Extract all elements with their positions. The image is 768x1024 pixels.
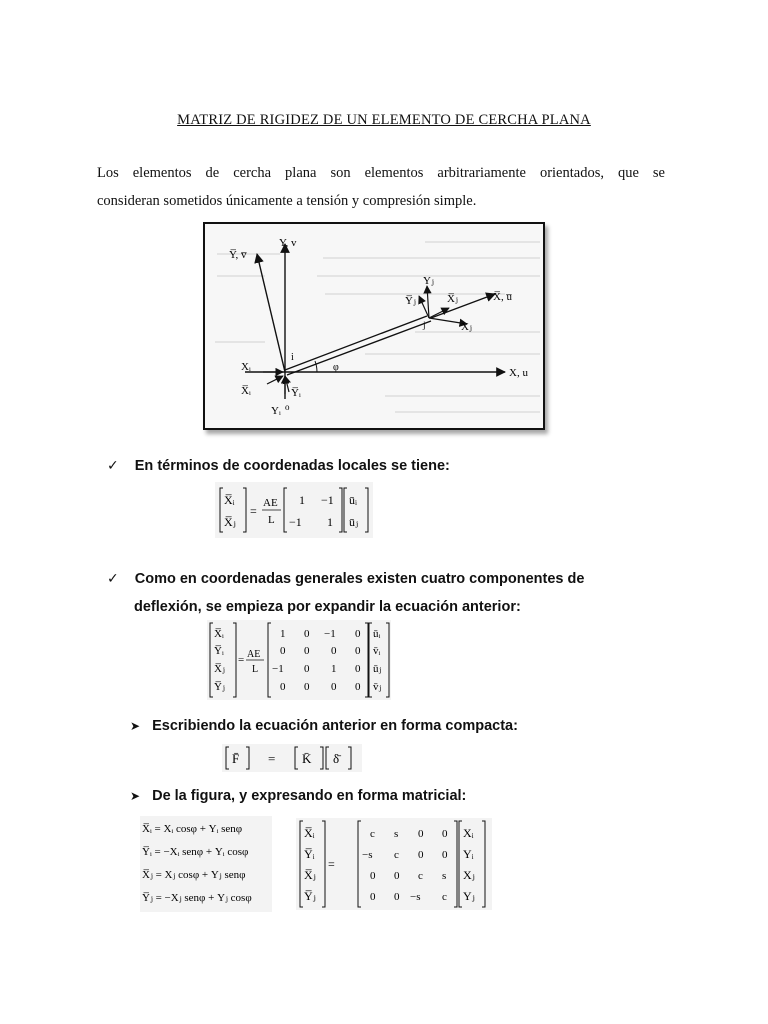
eq1-coef-den: L bbox=[268, 514, 275, 526]
eq4-m-33: c bbox=[442, 891, 447, 903]
equation-expanded-svg bbox=[207, 620, 391, 700]
eq2-m-01: 0 bbox=[304, 628, 310, 640]
eq4-m-30: 0 bbox=[370, 891, 376, 903]
label-yi-bar: Y̅ᵢ bbox=[291, 387, 301, 399]
eq2-rhs-3: v̄ⱼ bbox=[373, 681, 382, 693]
label-xi-bar: X̅ᵢ bbox=[241, 385, 251, 397]
eq4-rhs-2: Xⱼ bbox=[463, 868, 475, 882]
eq4-m-10: −s bbox=[362, 849, 373, 861]
bullet-1 bbox=[107, 458, 450, 474]
eq4-line-1: Y̅ᵢ = −Xᵢ senφ + Yᵢ cosφ bbox=[142, 846, 249, 858]
eq2-rhs-0: ūᵢ bbox=[373, 628, 381, 640]
label-phi: φ bbox=[333, 362, 339, 373]
eq4-equals: = bbox=[328, 857, 335, 871]
eq2-rhs-1: v̄ᵢ bbox=[373, 645, 381, 657]
eq4-m-31: 0 bbox=[394, 891, 400, 903]
eq4-lhs-2: X̅ⱼ bbox=[304, 868, 316, 882]
eq2-m-20: −1 bbox=[272, 663, 284, 675]
eq4-line-2: X̅ⱼ = Xⱼ cosφ + Yⱼ senφ bbox=[142, 869, 246, 881]
intro-line-1: Los elementos de cercha plana son elementos arbitrariamente orientados, que se bbox=[97, 165, 665, 181]
eq3-k: K̄ bbox=[302, 751, 312, 766]
eq3-equals: = bbox=[268, 751, 276, 766]
equation-compact bbox=[222, 744, 362, 772]
arrow-bullet-icon: ➤ bbox=[130, 789, 141, 803]
eq4-m-22: c bbox=[418, 870, 423, 882]
label-node-j: j bbox=[423, 320, 426, 330]
eq2-m-10: 0 bbox=[280, 645, 286, 657]
eq4-lhs-3: Y̅ⱼ bbox=[304, 889, 316, 903]
intro-line-2: consideran sometidos únicamente a tensión y compresión simple. bbox=[97, 193, 477, 209]
eq4-m-02: 0 bbox=[418, 828, 424, 840]
eq4-m-23: s bbox=[442, 870, 447, 882]
arrow-bullet-icon: ➤ bbox=[130, 719, 141, 733]
local-y-axis bbox=[257, 254, 285, 372]
equation-local-svg bbox=[215, 482, 373, 538]
truss-element-figure bbox=[203, 222, 545, 430]
eq2-lhs-0: X̅ᵢ bbox=[214, 628, 224, 640]
label-node-i: i bbox=[291, 352, 294, 363]
eq1-m-01: −1 bbox=[321, 493, 334, 507]
equation-transform-lines bbox=[140, 816, 272, 912]
label-yj-bar: Y̅ⱼ bbox=[405, 295, 416, 307]
document-title: MATRIZ DE RIGIDEZ DE UN ELEMENTO DE CERCHA PLANA bbox=[177, 112, 591, 128]
eq2-lhs-1: Y̅ᵢ bbox=[214, 645, 224, 657]
eq4-m-20: 0 bbox=[370, 870, 376, 882]
label-node-o: o bbox=[285, 402, 290, 412]
equation-transform-matrix bbox=[296, 818, 492, 910]
eq3-f: F̄ bbox=[232, 751, 240, 766]
bullet-1-text: En términos de coordenadas locales se tiene: bbox=[134, 458, 450, 474]
eq2-m-32: 0 bbox=[331, 681, 337, 693]
label-xj-bar: X̅ⱼ bbox=[447, 293, 458, 305]
eq2-m-23: 0 bbox=[355, 663, 361, 675]
equation-transform-matrix-svg bbox=[296, 818, 492, 910]
eq2-m-02: −1 bbox=[324, 628, 336, 640]
eq2-m-00: 1 bbox=[280, 628, 286, 640]
bullet-4-text: De la figura, y expresando en forma matricial: bbox=[152, 788, 467, 804]
eq2-rhs-2: ūⱼ bbox=[373, 663, 382, 675]
bullet-4 bbox=[130, 788, 466, 804]
label-yi: Yᵢ bbox=[271, 405, 281, 417]
eq4-m-13: 0 bbox=[442, 849, 448, 861]
eq1-rhs-0: ūᵢ bbox=[349, 493, 357, 507]
eq2-coef-den: L bbox=[252, 664, 259, 675]
eq4-m-12: 0 bbox=[418, 849, 424, 861]
eq4-line-3: Y̅ⱼ = −Xⱼ senφ + Yⱼ cosφ bbox=[142, 892, 252, 904]
bullet-2-text-1: Como en coordenadas generales existen cuatro componentes de bbox=[134, 571, 585, 587]
local-x-axis bbox=[431, 294, 495, 318]
label-x-u: X, u bbox=[509, 367, 528, 379]
eq1-m-00: 1 bbox=[299, 493, 305, 507]
label-y-bar-v-bar: Y̅, v̅ bbox=[229, 249, 247, 261]
eq4-rhs-0: Xᵢ bbox=[463, 826, 474, 840]
truss-diagram bbox=[205, 224, 543, 428]
eq1-equals: = bbox=[250, 504, 257, 518]
eq2-m-03: 0 bbox=[355, 628, 361, 640]
eq4-line-0: X̅ᵢ = Xᵢ cosφ + Yᵢ senφ bbox=[142, 823, 243, 835]
eq4-m-11: c bbox=[394, 849, 399, 861]
eq4-m-21: 0 bbox=[394, 870, 400, 882]
label-yj: Yⱼ bbox=[423, 275, 434, 287]
eq3-delta: δ̄ bbox=[333, 751, 340, 766]
eq2-m-30: 0 bbox=[280, 681, 286, 693]
bullet-2 bbox=[107, 565, 584, 593]
eq4-lhs-1: Y̅ᵢ bbox=[304, 847, 315, 861]
eq4-m-32: −s bbox=[410, 891, 421, 903]
eq2-m-13: 0 bbox=[355, 645, 361, 657]
eq4-rhs-1: Yᵢ bbox=[463, 847, 474, 861]
eq4-m-00: c bbox=[370, 828, 375, 840]
eq4-lhs-0: X̅ᵢ bbox=[304, 826, 315, 840]
eq2-m-22: 1 bbox=[331, 663, 337, 675]
label-x-bar-u-bar: X̅, u̅ bbox=[493, 291, 512, 303]
equation-expanded bbox=[207, 620, 391, 700]
eq2-lhs-3: Y̅ⱼ bbox=[214, 681, 225, 693]
eq4-m-01: s bbox=[394, 828, 399, 840]
eq1-lhs-1: X̅ⱼ bbox=[224, 515, 236, 529]
equation-compact-svg bbox=[222, 744, 362, 772]
eq2-m-31: 0 bbox=[304, 681, 310, 693]
label-xj: Xⱼ bbox=[461, 321, 472, 333]
bullet-3 bbox=[130, 718, 518, 734]
eq2-m-12: 0 bbox=[331, 645, 337, 657]
eq2-m-21: 0 bbox=[304, 663, 310, 675]
eq1-lhs-0: X̅ᵢ bbox=[224, 493, 235, 507]
label-y-v: Y, v bbox=[279, 237, 297, 249]
eq1-coef-num: AE bbox=[263, 497, 278, 509]
eq2-lhs-2: X̅ⱼ bbox=[214, 663, 225, 675]
eq2-coef-num: AE bbox=[247, 649, 261, 660]
eq2-m-33: 0 bbox=[355, 681, 361, 693]
eq1-m-10: −1 bbox=[289, 515, 302, 529]
bullet-2-text-2: deflexión, se empieza por expandir la ecuación anterior: bbox=[134, 599, 521, 615]
equation-local bbox=[215, 482, 373, 538]
equation-transform-lines-svg bbox=[140, 816, 272, 912]
eq4-m-03: 0 bbox=[442, 828, 448, 840]
check-icon: ✓ bbox=[107, 571, 119, 587]
label-xi: Xᵢ bbox=[241, 361, 251, 373]
eq2-m-11: 0 bbox=[304, 645, 310, 657]
eq1-rhs-1: ūⱼ bbox=[349, 515, 359, 529]
eq4-rhs-3: Yⱼ bbox=[463, 889, 475, 903]
check-icon: ✓ bbox=[107, 458, 119, 474]
eq1-m-11: 1 bbox=[327, 515, 333, 529]
bullet-3-text: Escribiendo la ecuación anterior en forma compacta: bbox=[152, 718, 518, 734]
eq2-equals: = bbox=[238, 654, 245, 666]
